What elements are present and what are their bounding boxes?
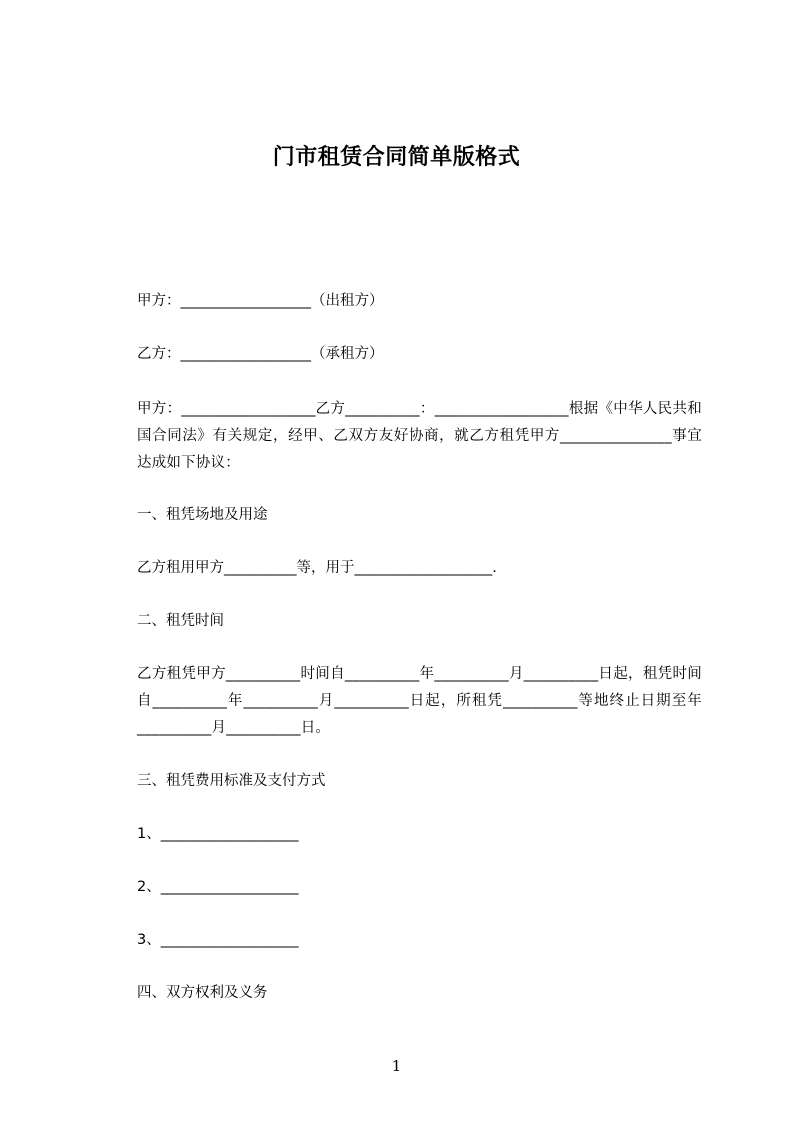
party-b-line: 乙方：__________________（承租方） xyxy=(137,346,384,362)
section-2-paragraph: 乙方租凭甲方__________时间自__________年__________月__________日起，租凭时间自__________年__________月__________日起，所租凭__________等地终止日期至年__________月__________日。 xyxy=(137,666,702,736)
section-1-text: 乙方租用甲方__________等，用于___________________. xyxy=(137,560,497,576)
payment-item-2: 2、___________________ xyxy=(137,879,299,895)
intro-paragraph: 甲方：__________________乙方__________：__________________根据《中华人民共和国合同法》有关规定，经甲、乙双方友好协商，就乙方租凭甲方_______________事宜达成如下协议： xyxy=(137,401,702,471)
page-number: 1 xyxy=(391,1057,402,1075)
document-title: 门市租赁合同简单版格式 xyxy=(272,145,521,170)
section-4-heading: 四、双方权利及义务 xyxy=(137,985,268,1001)
payment-item-1: 1、___________________ xyxy=(137,826,299,842)
section-3-heading: 三、租凭费用标准及支付方式 xyxy=(137,773,326,789)
payment-item-3: 3、___________________ xyxy=(137,932,299,948)
section-2-heading: 二、租凭时间 xyxy=(137,613,224,629)
party-a-line: 甲方：__________________（出租方） xyxy=(137,293,384,309)
section-1-heading: 一、租凭场地及用途 xyxy=(137,507,268,523)
